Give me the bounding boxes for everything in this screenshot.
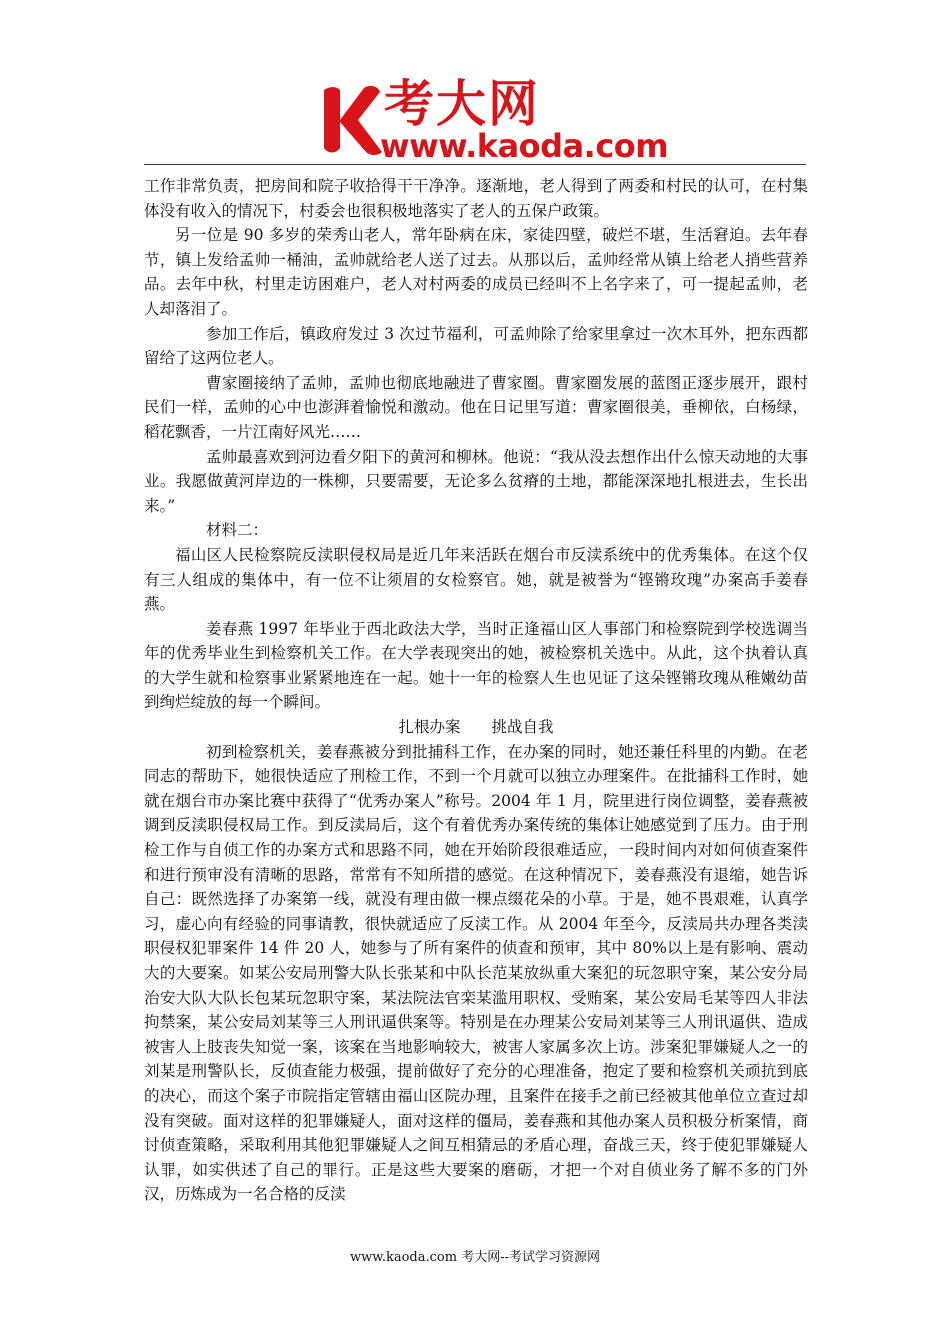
paragraph: 福山区人民检察院反渎职侵权局是近几年来活跃在烟台市反渎系统中的优秀集体。在这个仅有三人组成的集体中，有一位不让须眉的女检察官。她，就是被誉为“铿锵玫瑰”办案高手姜春燕。 <box>144 545 808 614</box>
header-divider <box>144 164 806 165</box>
paragraph: 参加工作后，镇政府发过 3 次过节福利，可孟帅除了给家里拿过一次木耳外，把东西都留给了这两位老人。 <box>144 324 808 368</box>
logo-chinese-text: 考大网 <box>384 75 540 133</box>
page-footer: www.kaoda.com 考大网--考试学习资源网 <box>350 1250 600 1265</box>
paragraph: 曹家圈接纳了孟帅，孟帅也彻底地融进了曹家圈。曹家圈发展的蓝图正逐步展开，跟村民们一样，孟帅的心中也澎湃着愉悦和激动。他在日记里写道：曹家圈很美，垂柳依，白杨绿，稻花飘香，一片江南好风光…… <box>144 373 808 441</box>
paragraph: 工作非常负责，把房间和院子收拾得干干净净。逐渐地，老人得到了两委和村民的认可，在村集体没有收入的情况下，村委会也很积极地落实了老人的五保户政策。 <box>144 177 808 220</box>
paragraph: 孟帅最喜欢到河边看夕阳下的黄河和柳林。他说：“我从没去想作出什么惊天动地的大事业。我愿做黄河岸边的一株柳，只要需要，无论多么贫瘠的土地，都能深深地扎根进去，生长出来。” <box>144 447 808 515</box>
paragraph: 另一位是 90 多岁的荣秀山老人，常年卧病在床，家徒四壁，破烂不堪，生活窘迫。去年春节，镇上发给孟帅一桶油，孟帅就给老人送了过去。从那以后，孟帅经常从镇上给老人捎些营养品。去年中秋，村里走访困难户，老人对村两委的成员已经叫不上名字来了，可一提起孟帅，老人却落泪了。 <box>144 226 808 318</box>
page-header <box>0 70 950 170</box>
logo-url-text: www.kaoda.com <box>380 127 669 165</box>
document-body <box>144 174 808 1207</box>
section-heading: 扎根办案 挑战自我 <box>398 718 554 737</box>
paragraph: 姜春燕 1997 年毕业于西北政法大学，当时正逢福山区人事部门和检察院到学校选调当年的优秀毕业生到检察机关工作。在大学表现突出的她，被检察机关选中。从此，这个执着认真的大学生就和检察事业紧紧地连在一起。她十一年的检察人生也见证了这朵铿锵玫瑰从稚嫩幼苗到绚烂绽放的每一个瞬间。 <box>144 619 808 712</box>
section-label: 材料二： <box>206 521 269 540</box>
paragraph: 初到检察机关，姜春燕被分到批捕科工作，在办案的同时，她还兼任科里的内勤。在老同志的帮助下，她很快适应了刑检工作，不到一个月就可以独立办理案件。在批捕科工作时，她就在烟台市办案比赛中获得了“优秀办案人”称号。2004 年 1 月，院里进行岗位调整，姜春燕被调到反渎职侵权局工作。到反渎局后，这个有着优秀办案传统的集体让她感觉到了压力。由于刑检工作与自侦工作的办案方式和思路不同，她在开始阶段很难适应，一段时间内对如何侦查案件和进行预审没有清晰的思路，常常有不知所措的感觉。在这种情况下，姜春燕没有退缩，她告诉自己：既然选择了办案第一线，就没有理由做一棵点缀花朵的小草。于是，她不畏艰难，认真学习，虚心向有经验的同事请教，很快就适应了反渎工作。从 2004 年至今，反渎局共办理各类渎职侵权犯罪案件 14 件 20 人，她参与了所有案件的侦查和预审，其中 80%以上是有影响、震动大的大要案。如某公安局刑警大队长张某和中队长范某放纵重大案犯的玩忽职守案，某公安分局治安大队大队长包某玩忽职守案，某法院法官栾某滥用职权、受贿案，某公安局毛某等四人非法拘禁案，某公安局刘某等三人刑讯逼供案等。特别是在办理某公安局刘某等三人刑讯逼供、造成被害人上肢丧失知觉一案，该案在当地影响较大，被害人家属多次上访。涉案犯罪嫌疑人之一的刘某是刑警队长，反侦查能力极强，提前做好了充分的心理准备，抱定了要和检察机关顽抗到底的决心，而这个案子市院指定管辖由福山区院办理，且案件在接手之前已经被其他单位立查过却没有突破。面对这样的犯罪嫌疑人，面对这样的僵局，姜春燕和其他办案人员积极分析案情，商讨侦查策略，采取利用其他犯罪嫌疑人之间互相猜忌的矛盾心理，奋战三天，终于使犯罪嫌疑人认罪，如实供述了自己的罪行。正是这些大要案的磨砺，才把一个对自侦业务了解不多的门外汉，历炼成为一名合格的反渎 <box>144 742 808 1204</box>
